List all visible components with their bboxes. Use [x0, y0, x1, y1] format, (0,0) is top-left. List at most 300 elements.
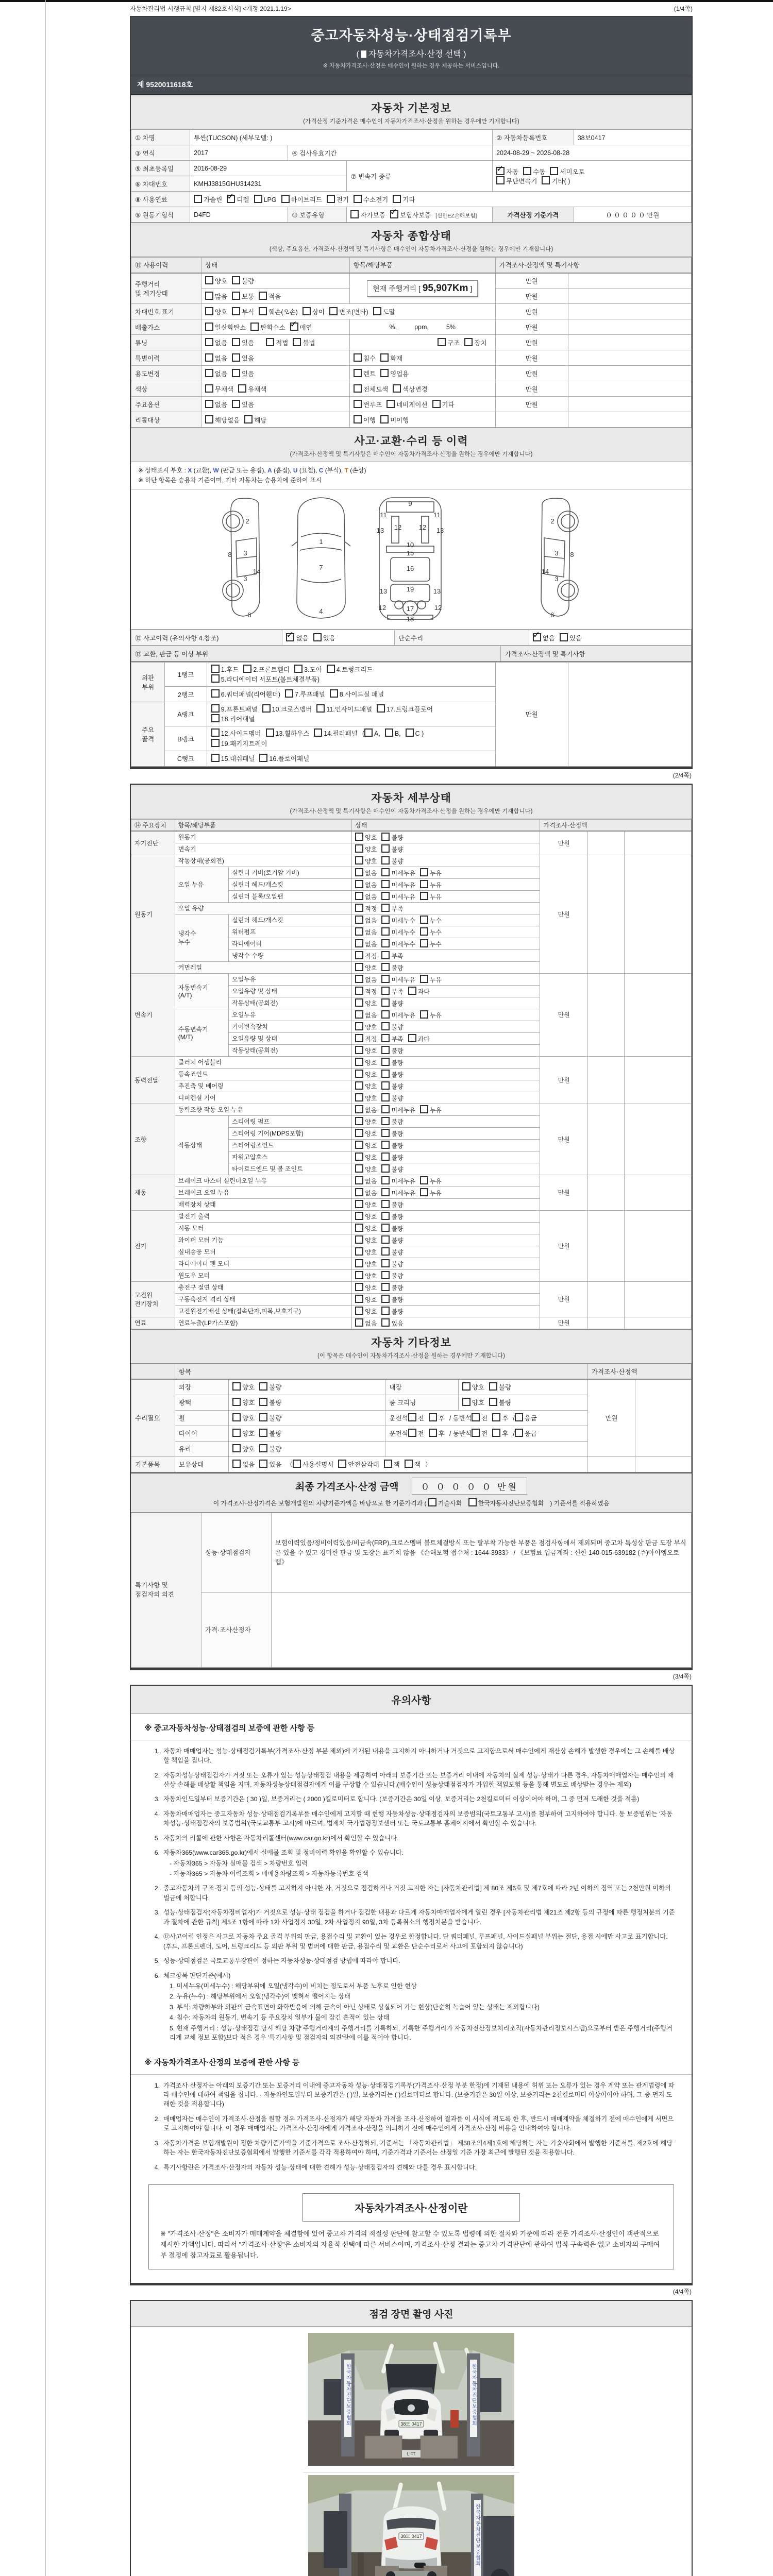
- cell: [349, 397, 495, 412]
- checkbox-후[interactable]: [429, 1413, 445, 1422]
- cell: [349, 335, 495, 350]
- checkbox-label: 미세누유: [391, 1106, 415, 1114]
- checkbox-해당없음[interactable]: [205, 415, 240, 425]
- checkbox-불량[interactable]: [381, 1093, 403, 1103]
- checkbox-불량[interactable]: [381, 998, 403, 1008]
- checkbox-양호[interactable]: [355, 1212, 377, 1221]
- checkbox-응급[interactable]: [515, 1429, 537, 1438]
- checkbox-불량[interactable]: [381, 1247, 403, 1257]
- checkbox-무채색[interactable]: [205, 384, 233, 394]
- checkbox-세미오토[interactable]: [550, 167, 584, 176]
- checkbox-보통[interactable]: [232, 292, 254, 301]
- checkbox-1.후드[interactable]: [211, 665, 239, 674]
- checkbox-한국자동차진단보증협회[interactable]: [468, 1498, 544, 1507]
- checkbox-상이[interactable]: [303, 307, 325, 316]
- checkbox-box-icon: [285, 689, 293, 698]
- detail-table: [131, 819, 692, 1329]
- checkbox-box-icon: [420, 1105, 428, 1113]
- checkbox-불량[interactable]: [381, 1271, 403, 1280]
- checkbox-불량[interactable]: [259, 1413, 281, 1422]
- checkbox-box-icon: [420, 892, 428, 900]
- diagram-zone-number: 2: [550, 517, 554, 526]
- checkbox-양호[interactable]: [355, 1117, 377, 1126]
- checkbox-누유[interactable]: [420, 892, 442, 901]
- checkbox-불량[interactable]: [259, 1398, 281, 1407]
- text: 특별이력: [135, 354, 160, 362]
- checkbox-색상변경[interactable]: [393, 384, 427, 394]
- checkbox-없음[interactable]: [205, 338, 227, 347]
- checkbox-양호[interactable]: [355, 1295, 377, 1304]
- checkbox-label: 없음: [365, 1319, 377, 1327]
- checkbox-미세누유[interactable]: [381, 1176, 415, 1185]
- checkbox-7.루프패널[interactable]: [285, 689, 325, 699]
- checkbox-있음[interactable]: [313, 633, 335, 642]
- checkbox-누유[interactable]: [420, 1176, 442, 1185]
- checkbox-있음[interactable]: [381, 1318, 403, 1328]
- checkbox-있음[interactable]: [232, 353, 254, 363]
- checkbox-label: 양호: [365, 1236, 377, 1244]
- checkbox-네비게이션[interactable]: [386, 400, 427, 409]
- checkbox-9.프론트패널[interactable]: [211, 704, 258, 714]
- cell: [352, 1044, 540, 1056]
- checkbox-양호[interactable]: [355, 1141, 377, 1150]
- checkbox-있음[interactable]: [232, 338, 254, 347]
- checkbox-누유[interactable]: [420, 1010, 442, 1020]
- checkbox-box-icon: [381, 1271, 390, 1279]
- checkbox-label: 불량: [391, 999, 404, 1007]
- accident-notes: [131, 462, 692, 489]
- checkbox-기술사회[interactable]: [428, 1498, 462, 1507]
- checkbox-누유[interactable]: [420, 1105, 442, 1114]
- checkbox-변조(변타)[interactable]: [329, 307, 368, 316]
- text: 및 계기상태: [135, 290, 168, 297]
- checkbox-있음[interactable]: [259, 1460, 281, 1469]
- checkbox-불량[interactable]: [232, 276, 254, 285]
- checkbox-C-)[interactable]: [406, 728, 424, 738]
- checkbox-적정[interactable]: [355, 1034, 377, 1043]
- checkbox-불량[interactable]: [381, 1259, 403, 1268]
- checkbox-19.패키지트레이[interactable]: [211, 739, 267, 749]
- checkbox-box-icon: [355, 868, 363, 876]
- checkbox-자동[interactable]: [496, 167, 518, 176]
- checkbox-양호[interactable]: [355, 1283, 377, 1292]
- checkbox-8.사이드실-패널[interactable]: [330, 689, 384, 699]
- text: 항목/해당부품: [178, 821, 216, 829]
- checkbox-이행[interactable]: [354, 415, 376, 425]
- checkbox-전기[interactable]: [327, 195, 349, 204]
- checkbox-많음[interactable]: [205, 292, 227, 301]
- checkbox-box-icon: [381, 1235, 390, 1244]
- checkbox-label: 기술사회: [438, 1499, 462, 1507]
- checkbox-양호[interactable]: [355, 1235, 377, 1245]
- checkbox-불량[interactable]: [381, 1058, 403, 1067]
- checkbox-장치[interactable]: [464, 338, 486, 347]
- checkbox-전[interactable]: [472, 1429, 488, 1438]
- checkbox-불량[interactable]: [381, 1295, 403, 1304]
- checkbox-불량[interactable]: [381, 1212, 403, 1221]
- checkbox-box-icon: [355, 939, 363, 947]
- text: ⑫ 사고이력 (유의사항 4.참조): [135, 634, 219, 642]
- checkbox-탄화수소[interactable]: [250, 323, 285, 332]
- checkbox-무단변속기[interactable]: [496, 176, 537, 185]
- checkbox-가솔린[interactable]: [194, 195, 222, 204]
- checkbox-양호[interactable]: [462, 1398, 484, 1407]
- checkbox-없음[interactable]: [355, 975, 377, 984]
- text: ０ ０ ０ ０ ０ 만원: [606, 211, 660, 219]
- checkbox-label: 양호: [242, 1415, 255, 1422]
- diagram-zone-number: 3: [554, 575, 559, 583]
- checkbox-화재[interactable]: [380, 353, 402, 363]
- checkbox-미이행[interactable]: [380, 415, 409, 425]
- checkbox-box-icon: [381, 1188, 390, 1196]
- checkbox-불량[interactable]: [381, 1141, 403, 1150]
- checkbox-15.대쉬패널[interactable]: [211, 754, 255, 764]
- checkbox-누유[interactable]: [420, 880, 442, 889]
- checkbox-불량[interactable]: [381, 1307, 403, 1316]
- checkbox-18.리어패널[interactable]: [211, 714, 255, 724]
- checkbox-불법[interactable]: [293, 338, 315, 347]
- notice-item-text: [163, 1908, 676, 1927]
- cell: [229, 950, 352, 961]
- checkbox-양호[interactable]: [355, 1247, 377, 1257]
- checkbox-LPG[interactable]: [254, 195, 277, 204]
- checkbox-box-icon: [238, 384, 246, 393]
- checkbox-불량[interactable]: [381, 1117, 403, 1126]
- checkbox-4.트렁크리드[interactable]: [327, 665, 373, 674]
- checkbox-부식[interactable]: [232, 307, 254, 316]
- checkbox-일산화탄소[interactable]: [205, 323, 246, 332]
- checkbox-불량[interactable]: [259, 1382, 281, 1392]
- checkbox-양호[interactable]: [355, 1307, 377, 1316]
- checkbox-후[interactable]: [492, 1429, 508, 1438]
- checkbox-부족[interactable]: [381, 987, 403, 996]
- title-band: [131, 17, 692, 75]
- checkbox-B,[interactable]: [385, 728, 401, 738]
- text: 추진축 및 베어링: [178, 1082, 224, 1090]
- text: 실린더 블록/오일팬: [232, 893, 283, 901]
- checkbox-부족[interactable]: [381, 1034, 403, 1043]
- cell: [347, 161, 493, 192]
- checkbox-미세누유[interactable]: [381, 1010, 415, 1020]
- diagram-zone-number: 13: [433, 587, 441, 596]
- checkbox-기타(-)[interactable]: [542, 176, 570, 185]
- checkbox-잭[interactable]: [405, 1460, 421, 1469]
- cell: [624, 973, 691, 1056]
- cell: [495, 289, 568, 304]
- checkbox-box-icon: [354, 400, 362, 408]
- cell: [349, 319, 495, 335]
- checkbox-없음[interactable]: [355, 927, 377, 937]
- checkbox-14.필러패널[interactable]: [314, 728, 358, 738]
- checkbox-기타[interactable]: [432, 400, 455, 409]
- checkbox-A,[interactable]: [364, 728, 380, 738]
- checkbox-적정[interactable]: [355, 951, 377, 960]
- checkbox-양호[interactable]: [355, 1093, 377, 1103]
- checkbox-양호[interactable]: [355, 1081, 377, 1091]
- checkbox-양호[interactable]: [232, 1444, 255, 1453]
- checkbox-불량[interactable]: [259, 1444, 281, 1453]
- checkbox-양호[interactable]: [355, 963, 377, 972]
- checkbox-없음[interactable]: [355, 880, 377, 889]
- notice-item: [146, 1771, 676, 1790]
- checkbox-없음[interactable]: [286, 633, 308, 642]
- checkbox-없음[interactable]: [232, 1460, 255, 1469]
- checkbox-box-icon: [259, 1413, 267, 1421]
- section-accident-header: [131, 428, 692, 462]
- checkbox-미세누유[interactable]: [381, 892, 415, 901]
- checkbox-불량[interactable]: [381, 1022, 403, 1031]
- checkbox-누유[interactable]: [420, 1188, 442, 1197]
- checkbox-과다[interactable]: [408, 1034, 430, 1043]
- checkbox-양호[interactable]: [232, 1382, 255, 1392]
- checkbox-box-icon: [560, 633, 568, 641]
- checkbox-양호[interactable]: [355, 1058, 377, 1067]
- text: 상태: [355, 821, 367, 829]
- checkbox-불량[interactable]: [489, 1398, 511, 1407]
- cell: [568, 350, 691, 366]
- cell: [229, 973, 352, 985]
- checkbox-없음[interactable]: [355, 939, 377, 948]
- checkbox-도말[interactable]: [373, 307, 395, 316]
- checkbox-불량[interactable]: [381, 963, 403, 972]
- checkbox-누수[interactable]: [420, 916, 442, 925]
- notice-item-number: 2.: [154, 1771, 160, 1779]
- checkbox-box-icon: [390, 210, 398, 218]
- checkbox-양호[interactable]: [232, 1398, 255, 1407]
- text: 만원: [558, 910, 570, 918]
- checkbox-적법[interactable]: [266, 338, 288, 347]
- checkbox-누수[interactable]: [420, 927, 442, 937]
- notice-item: [146, 1848, 676, 1878]
- checkbox-매연[interactable]: [290, 323, 312, 332]
- checkbox-불량[interactable]: [381, 844, 403, 854]
- checkbox-전[interactable]: [408, 1429, 424, 1438]
- checkbox-양호[interactable]: [355, 1271, 377, 1280]
- checkbox-불량[interactable]: [381, 1153, 403, 1162]
- checkbox-없음[interactable]: [355, 1176, 377, 1185]
- checkbox-부족[interactable]: [381, 904, 403, 913]
- cell: [587, 1281, 624, 1317]
- checkbox-양호[interactable]: [355, 1259, 377, 1268]
- checkbox-미세누수[interactable]: [381, 939, 415, 948]
- checkbox-자가보증[interactable]: [350, 210, 385, 219]
- checkbox-불량[interactable]: [259, 1429, 281, 1438]
- checkbox-5.라디에이터-서포트(볼트체결부품)[interactable]: [211, 674, 320, 684]
- checkbox-양호[interactable]: [232, 1429, 255, 1438]
- checkbox-불량[interactable]: [381, 1129, 403, 1138]
- checkbox-없음[interactable]: [205, 400, 227, 409]
- text: 특기사항란은 가격조사·산정자의 자동차 성능·상태에 대한 견해가 성능·상태점검자의 견해와 다를 경우 표시합니다.: [163, 2163, 477, 2171]
- checkbox-없음[interactable]: [355, 1318, 377, 1328]
- checkbox-구조[interactable]: [438, 338, 460, 347]
- checkbox-잭[interactable]: [384, 1460, 400, 1469]
- checkbox-유채색[interactable]: [238, 384, 266, 394]
- checkbox-불량[interactable]: [381, 1283, 403, 1292]
- page-indicator-3: (3/4쪽): [673, 1672, 692, 1680]
- diagram-zone-number: 3: [243, 575, 247, 583]
- checkbox-불량[interactable]: [489, 1382, 511, 1392]
- checkbox-불량[interactable]: [381, 1046, 403, 1055]
- checkbox-하이브리드[interactable]: [281, 195, 322, 204]
- checkbox-양호[interactable]: [232, 1413, 255, 1422]
- checkbox-2.프론트휀더[interactable]: [243, 665, 290, 674]
- checkbox-13.휠하우스[interactable]: [266, 728, 310, 738]
- checkbox-12.사이드멤버[interactable]: [211, 728, 261, 738]
- checkbox-안전삼각대[interactable]: [338, 1460, 379, 1469]
- checkbox-불량[interactable]: [381, 1224, 403, 1233]
- checkbox-box-icon: [420, 868, 428, 876]
- checkbox-없음[interactable]: [533, 633, 555, 642]
- checkbox-box-icon: [355, 987, 363, 995]
- checkbox-전[interactable]: [408, 1413, 424, 1422]
- checkbox-양호[interactable]: [205, 307, 227, 316]
- checkbox-양호[interactable]: [205, 276, 227, 285]
- cell: [131, 1317, 175, 1329]
- checkbox-양호[interactable]: [355, 1129, 377, 1138]
- checkbox-없음[interactable]: [355, 868, 377, 877]
- checkbox-box-icon: [381, 1046, 390, 1054]
- checkbox-3.도어[interactable]: [294, 665, 322, 674]
- checkbox-해당[interactable]: [244, 415, 266, 425]
- cell: [131, 192, 190, 207]
- checkbox-label: 수동: [533, 168, 546, 176]
- cell: [540, 973, 587, 1056]
- checkbox-훼손(오손)[interactable]: [259, 307, 298, 316]
- checkbox-양호[interactable]: [355, 1153, 377, 1162]
- checkbox-양호[interactable]: [355, 1200, 377, 1209]
- cell: [201, 335, 349, 350]
- checkbox-있음[interactable]: [232, 369, 254, 378]
- text: 외장: [178, 1384, 191, 1392]
- cell: [540, 1056, 587, 1104]
- checkbox-10.크로스멤버[interactable]: [262, 704, 312, 714]
- cell: [175, 1104, 351, 1115]
- checkbox-label: 후: [438, 1430, 445, 1438]
- checkbox-6.쿼터패널(리어휀더)[interactable]: [211, 689, 280, 699]
- checkbox-없음[interactable]: [205, 353, 227, 363]
- checkbox-있음[interactable]: [232, 400, 254, 409]
- checkbox-box-icon: [211, 704, 220, 713]
- checkbox-11.인사이드패널[interactable]: [316, 704, 372, 714]
- checkbox-미세누유[interactable]: [381, 1105, 415, 1114]
- checkbox-후[interactable]: [429, 1429, 445, 1438]
- checkbox-양호[interactable]: [355, 1046, 377, 1055]
- checkbox-적정[interactable]: [355, 904, 377, 913]
- checkbox-미세누수[interactable]: [381, 927, 415, 937]
- checkbox-디젤[interactable]: [227, 195, 249, 204]
- checkbox-양호[interactable]: [355, 844, 377, 854]
- checkbox-사용설명서[interactable]: [293, 1460, 333, 1469]
- checkbox-적정[interactable]: [355, 987, 377, 996]
- checkbox-box-icon: [232, 292, 240, 300]
- checkbox-미세누유[interactable]: [381, 1188, 415, 1197]
- cell: [540, 819, 692, 831]
- checkbox-불량[interactable]: [381, 1235, 403, 1245]
- checkbox-양호[interactable]: [355, 1022, 377, 1031]
- checkbox-불량[interactable]: [381, 856, 403, 866]
- checkbox-box-icon: [354, 195, 362, 203]
- checkbox-양호[interactable]: [462, 1382, 484, 1392]
- checkbox-기타[interactable]: [393, 195, 415, 204]
- text: 가격조사·산정액 및 특기사항: [505, 650, 585, 658]
- checkbox-침수[interactable]: [354, 353, 376, 363]
- cell: [229, 1009, 352, 1021]
- notice-item-number: 5.: [154, 1957, 160, 1965]
- checkbox-양호[interactable]: [355, 833, 377, 842]
- checkbox-렌트[interactable]: [354, 369, 376, 378]
- checkbox-미세누유[interactable]: [381, 975, 415, 984]
- checkbox-없음[interactable]: [205, 369, 227, 378]
- checkbox-전[interactable]: [472, 1413, 488, 1422]
- checkbox-양호[interactable]: [355, 1070, 377, 1079]
- checkbox-16.플로어패널[interactable]: [259, 754, 309, 764]
- checkbox-17.트렁크플로어[interactable]: [377, 704, 433, 714]
- text: 전기: [135, 1242, 147, 1250]
- checkbox-box-icon: [232, 400, 240, 408]
- notice-item-number: 2.: [154, 1885, 160, 1892]
- cell: [201, 1513, 271, 1592]
- diagram-zone-number: 14: [253, 568, 261, 576]
- checkbox-영업용[interactable]: [380, 369, 409, 378]
- section-comp-header: [131, 223, 692, 257]
- checkbox-box-icon: [355, 927, 363, 936]
- checkbox-전체도색[interactable]: [354, 384, 388, 394]
- checkbox-응급[interactable]: [515, 1413, 537, 1422]
- checkbox-불량[interactable]: [381, 1070, 403, 1079]
- checkbox-미세누수[interactable]: [381, 916, 415, 925]
- block-photos: [130, 2300, 693, 2576]
- checkbox-label: 부족: [391, 988, 404, 995]
- diagram-zone-number: 19: [406, 585, 414, 594]
- checkbox-없음[interactable]: [355, 1010, 377, 1020]
- checkbox-적음[interactable]: [259, 292, 281, 301]
- checkbox-수소전기[interactable]: [354, 195, 388, 204]
- checkbox-불량[interactable]: [381, 1081, 403, 1091]
- checkbox-있음[interactable]: [560, 633, 582, 642]
- cell: [175, 1441, 228, 1456]
- checkbox-누유[interactable]: [420, 868, 442, 877]
- checkbox-썬루프[interactable]: [354, 400, 382, 409]
- checkbox-불량[interactable]: [381, 1200, 403, 1209]
- checkbox-후[interactable]: [492, 1413, 508, 1422]
- checkbox-누유[interactable]: [420, 975, 442, 984]
- cell: [229, 1163, 352, 1175]
- checkbox-label: 4.트렁크리드: [336, 666, 373, 673]
- checkbox-없음[interactable]: [355, 1105, 377, 1114]
- text: ): [463, 50, 466, 59]
- checkbox-과다[interactable]: [408, 987, 430, 996]
- checkbox-양호[interactable]: [355, 1164, 377, 1174]
- checkbox-누수[interactable]: [420, 939, 442, 948]
- checkbox-양호[interactable]: [355, 856, 377, 866]
- checkbox-수동[interactable]: [523, 167, 545, 176]
- checkbox-미세누유[interactable]: [381, 868, 415, 877]
- checkbox-없음[interactable]: [355, 892, 377, 901]
- checkbox-양호[interactable]: [355, 998, 377, 1008]
- checkbox-양호[interactable]: [355, 1224, 377, 1233]
- checkbox-없음[interactable]: [355, 1188, 377, 1197]
- checkbox-불량[interactable]: [381, 1164, 403, 1174]
- cell: [175, 973, 228, 1009]
- checkbox-box-icon: [381, 916, 390, 924]
- checkbox-부족[interactable]: [381, 951, 403, 960]
- cell: [495, 304, 568, 319]
- checkbox-없음[interactable]: [355, 916, 377, 925]
- text: 발전기 출력: [178, 1213, 210, 1221]
- checkbox-보험사보증[interactable]: [390, 210, 431, 219]
- checkbox-미세누유[interactable]: [381, 880, 415, 889]
- checkbox-불량[interactable]: [381, 833, 403, 842]
